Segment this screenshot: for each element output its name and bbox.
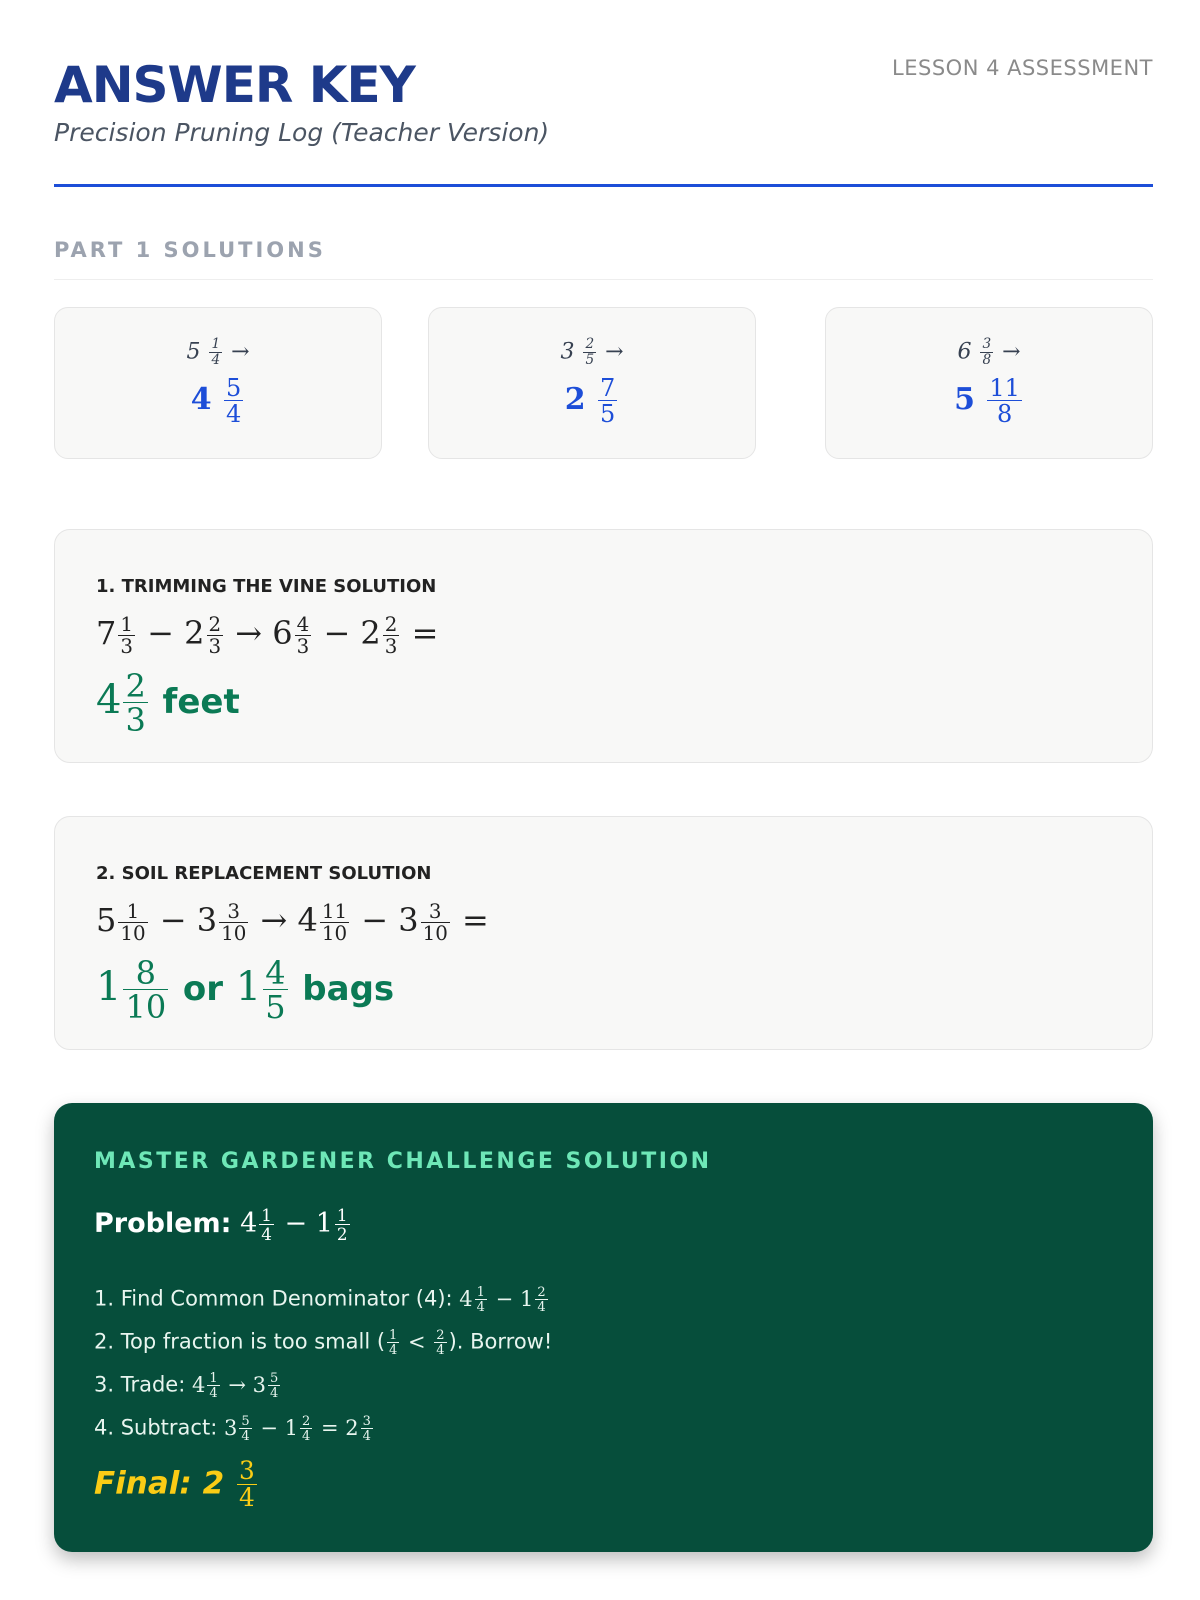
part1-title: PART 1 SOLUTIONS [54, 238, 326, 262]
fraction [598, 376, 617, 426]
arrow-icon: → [228, 1372, 246, 1397]
answer-unit: feet [162, 682, 240, 722]
step-expression [385, 1328, 449, 1359]
whole: 4 [297, 901, 318, 939]
page-subtitle: Precision Pruning Log (Teacher Version) [54, 118, 550, 147]
challenge-step-2 [94, 1329, 552, 1357]
whole: 5 [96, 901, 117, 939]
denominator: 10 [120, 921, 146, 945]
numerator: 4 [296, 612, 310, 636]
numerator: 1 [209, 1371, 218, 1386]
denominator: 5 [585, 351, 595, 368]
numerator: 11 [321, 899, 348, 923]
whole: 5 [186, 339, 201, 365]
whole: 2 [184, 614, 205, 652]
numerator: 5 [269, 1371, 279, 1386]
denominator: 4 [476, 1300, 485, 1316]
numerator: 2 [301, 1414, 311, 1429]
denominator: 4 [269, 1386, 279, 1402]
card-answer [826, 376, 1152, 426]
card-question [55, 338, 381, 367]
whole: 2 [345, 1415, 359, 1440]
denominator: 4 [362, 1429, 371, 1445]
step-expression [223, 1414, 375, 1445]
fraction [987, 376, 1022, 426]
denominator: 4 [537, 1300, 546, 1316]
answer-key-page [54, 0, 1153, 1600]
arrow-icon: → [1002, 339, 1021, 365]
denominator: 8 [982, 351, 992, 368]
denominator: 3 [296, 634, 310, 658]
solution-answer [96, 667, 240, 739]
challenge-step-1 [94, 1286, 550, 1314]
numerator: 11 [989, 374, 1020, 402]
whole: 6 [957, 339, 972, 365]
whole: 1 [315, 1208, 333, 1240]
minus-sign: − [159, 901, 187, 939]
step-expression [459, 1285, 549, 1316]
whole: 4 [191, 1372, 206, 1397]
arrow-icon: → [231, 339, 250, 365]
denominator: 10 [221, 921, 247, 945]
or-word: or [182, 969, 224, 1009]
minus-sign: − [495, 1286, 514, 1311]
denominator: 4 [226, 400, 242, 428]
solution-answer [96, 954, 395, 1026]
equals-sign: = [411, 614, 439, 652]
fraction [239, 1415, 251, 1443]
whole: 3 [223, 1415, 238, 1440]
less-than-sign: < [408, 1329, 426, 1354]
minus-sign: − [147, 614, 174, 652]
whole: 1 [519, 1286, 534, 1311]
numerator: 1 [126, 899, 140, 923]
solution-label: 2. SOIL REPLACEMENT SOLUTION [96, 863, 432, 884]
whole: 3 [252, 1372, 266, 1397]
arrow-icon: → [260, 901, 288, 939]
fraction [535, 1286, 547, 1314]
denominator: 3 [125, 701, 146, 739]
fraction [219, 899, 248, 945]
whole: 4 [240, 1208, 258, 1240]
numerator: 1 [211, 336, 221, 352]
numerator: 3 [238, 1456, 255, 1485]
denominator: 4 [261, 1223, 272, 1244]
solution-card-3 [825, 307, 1153, 459]
fraction [263, 954, 287, 1026]
arrow-icon: → [235, 614, 263, 652]
fraction [207, 1372, 219, 1400]
vine-solution-card [54, 529, 1153, 763]
denominator: 10 [125, 988, 167, 1026]
fraction [123, 667, 147, 739]
numerator: 5 [226, 374, 242, 402]
denominator: 5 [600, 400, 616, 428]
page-title: ANSWER KEY [54, 56, 415, 114]
numerator: 2 [585, 336, 595, 352]
minus-sign: − [361, 901, 389, 939]
soil-solution-card [54, 816, 1153, 1050]
card-question [429, 338, 755, 367]
denominator: 10 [422, 921, 448, 945]
fraction [123, 954, 168, 1026]
denominator: 4 [436, 1343, 445, 1359]
fraction [268, 1372, 280, 1400]
numerator: 1 [120, 612, 133, 636]
numerator: 1 [336, 1205, 348, 1225]
final-answer [94, 1456, 259, 1512]
fraction [383, 612, 400, 658]
minus-sign: − [260, 1415, 278, 1440]
numerator: 8 [135, 954, 156, 992]
answer-unit: bags [302, 969, 395, 1009]
fraction [118, 612, 135, 658]
solution-card-1 [54, 307, 382, 459]
whole: 2 [360, 614, 381, 652]
numerator: 2 [208, 612, 222, 636]
denominator: 3 [120, 634, 133, 658]
fraction [335, 1207, 350, 1242]
fraction [118, 899, 147, 945]
arrow-icon: → [605, 339, 624, 365]
denominator: 4 [211, 351, 221, 368]
challenge-step-4 [94, 1415, 375, 1443]
whole: 5 [954, 382, 975, 417]
step-text: 2. Top fraction is too small ( [94, 1329, 386, 1354]
fraction [237, 1456, 257, 1512]
challenge-problem [94, 1207, 352, 1242]
whole: 3 [196, 901, 218, 939]
whole: 4 [96, 677, 122, 723]
numerator: 3 [227, 899, 241, 923]
denominator: 3 [384, 634, 398, 658]
step-text: 4. Subtract: [94, 1415, 218, 1440]
numerator: 3 [428, 899, 442, 923]
denominator: 8 [987, 400, 1022, 426]
fraction [295, 612, 312, 658]
whole: 4 [190, 382, 212, 417]
challenge-card [54, 1103, 1153, 1552]
final-label: Final: 2 [94, 1465, 225, 1502]
fraction [421, 899, 450, 945]
fraction [207, 612, 224, 658]
fraction [387, 1329, 399, 1357]
whole: 3 [560, 339, 575, 365]
step-text: 1. Find Common Denominator (4): [94, 1286, 453, 1311]
equals-sign: = [320, 1415, 339, 1440]
solution-card-2 [428, 307, 756, 459]
denominator: 5 [265, 988, 286, 1026]
whole: 2 [564, 382, 586, 417]
challenge-label: MASTER GARDENER CHALLENGE SOLUTION [94, 1149, 712, 1174]
step-text: 3. Trade: [94, 1372, 186, 1397]
minus-sign: − [284, 1208, 308, 1240]
denominator: 4 [301, 1429, 311, 1445]
fraction [583, 338, 596, 367]
denominator: 4 [389, 1343, 398, 1359]
denominator: 3 [208, 634, 222, 658]
fraction [209, 338, 222, 367]
problem-expression [240, 1205, 352, 1244]
denominator: 10 [321, 921, 348, 945]
card-question [826, 338, 1152, 367]
card-answer [55, 376, 381, 426]
header [54, 52, 1153, 187]
equals-sign: = [462, 901, 489, 939]
numerator: 2 [384, 612, 398, 636]
fraction [224, 376, 243, 426]
step-expression [191, 1371, 282, 1402]
numerator: 2 [436, 1328, 445, 1343]
whole: 7 [96, 614, 117, 652]
numerator: 2 [125, 667, 146, 705]
fraction [361, 1415, 373, 1443]
solution-work [96, 614, 438, 656]
lesson-label: LESSON 4 ASSESSMENT [892, 56, 1153, 80]
numerator: 7 [600, 374, 616, 402]
whole: 1 [96, 964, 122, 1010]
denominator: 4 [241, 1429, 250, 1445]
fraction [475, 1286, 487, 1314]
card-answer [429, 376, 755, 426]
fraction [259, 1207, 274, 1242]
numerator: 1 [476, 1285, 485, 1300]
whole: 6 [272, 614, 293, 652]
numerator: 5 [241, 1414, 250, 1429]
minus-sign: − [323, 614, 351, 652]
whole: 1 [284, 1415, 298, 1440]
whole: 1 [235, 964, 262, 1010]
fraction [434, 1329, 446, 1357]
denominator: 4 [238, 1482, 255, 1512]
denominator: 2 [336, 1223, 348, 1244]
step-text-tail: ). Borrow! [448, 1329, 553, 1354]
fraction [980, 338, 993, 367]
fraction [300, 1415, 312, 1443]
denominator: 4 [209, 1386, 218, 1402]
numerator: 3 [982, 336, 992, 352]
whole: 4 [459, 1286, 473, 1311]
numerator: 3 [362, 1414, 371, 1429]
section-divider [54, 279, 1153, 280]
numerator: 2 [537, 1285, 546, 1300]
solution-work [96, 901, 489, 943]
challenge-step-3 [94, 1372, 282, 1400]
numerator: 1 [261, 1205, 272, 1225]
solution-label: 1. TRIMMING THE VINE SOLUTION [96, 576, 437, 597]
numerator: 4 [265, 954, 286, 992]
whole: 3 [398, 901, 419, 939]
problem-label: Problem: [94, 1208, 232, 1240]
fraction [320, 899, 349, 945]
numerator: 1 [389, 1328, 398, 1343]
